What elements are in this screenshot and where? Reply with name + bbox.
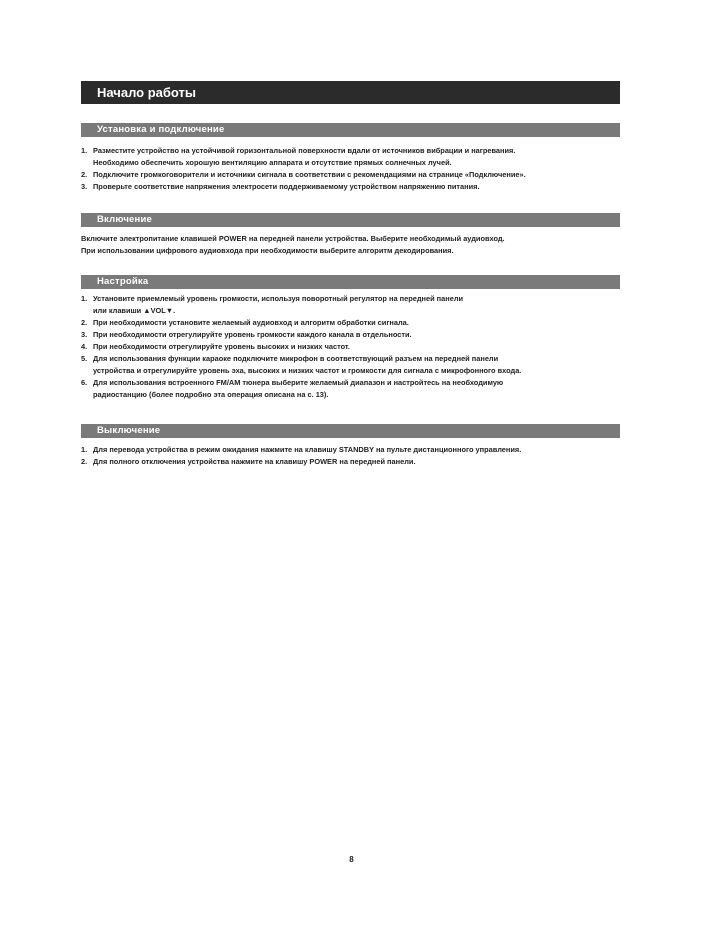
adjust-list bbox=[81, 293, 626, 401]
item-text: Подключите громкоговорители и источники сигнала в соответствии с рекомендациями на странице «Подключение». bbox=[93, 170, 526, 179]
item-number: 1. bbox=[81, 294, 88, 303]
item-number: 3. bbox=[81, 330, 88, 339]
setup-list bbox=[81, 145, 626, 193]
list-item bbox=[81, 329, 626, 341]
list-item bbox=[81, 293, 626, 317]
list-item bbox=[81, 377, 626, 401]
item-number: 2. bbox=[81, 170, 88, 179]
item-text: При необходимости отрегулируйте уровень высоких и низких частот. bbox=[93, 342, 350, 351]
section-heading-adjust: Настройка bbox=[81, 275, 620, 289]
item-text: Проверьте соответствие напряжения электросети поддерживаемому устройством напряжению питания. bbox=[93, 182, 480, 191]
list-item bbox=[81, 145, 626, 169]
item-number: 6. bbox=[81, 378, 88, 387]
item-text-continued: Необходимо обеспечить хорошую вентиляцию аппарата и отсутствие прямых солнечных лучей. bbox=[93, 158, 452, 167]
item-text-continued: устройства и отрегулируйте уровень эха, высоких и низких частот и громкости для сигнала с микрофонного входа. bbox=[93, 366, 522, 375]
item-text-continued: или клавиши ▲VOL▼. bbox=[93, 306, 176, 315]
list-item bbox=[81, 456, 626, 468]
item-number: 3. bbox=[81, 182, 88, 191]
paragraph-line: При использовании цифрового аудиовхода при необходимости выберите алгоритм декодирования. bbox=[81, 246, 454, 255]
item-text-continued: радиостанцию (более подробно эта операция описана на с. 13). bbox=[93, 390, 329, 399]
power-on-text bbox=[81, 233, 626, 257]
item-text: При необходимости установите желаемый аудиовход и алгоритм обработки сигнала. bbox=[93, 318, 409, 327]
item-text: Для использования функции караоке подключите микрофон в соответствующий разъем на передней панели bbox=[93, 354, 499, 363]
list-item bbox=[81, 181, 626, 193]
page-number: 8 bbox=[349, 855, 354, 864]
item-number: 5. bbox=[81, 354, 88, 363]
section-heading-power-off: Выключение bbox=[81, 424, 620, 438]
list-item bbox=[81, 317, 626, 329]
list-item bbox=[81, 341, 626, 353]
section-heading-power-on: Включение bbox=[81, 213, 620, 227]
item-text: Установите приемлемый уровень громкости, используя поворотный регулятор на передней панели bbox=[93, 294, 464, 303]
item-number: 4. bbox=[81, 342, 88, 351]
item-text: Для полного отключения устройства нажмите на клавишу POWER на передней панели. bbox=[93, 457, 416, 466]
page-title: Начало работы bbox=[81, 81, 620, 104]
section-heading-setup: Установка и подключение bbox=[81, 123, 620, 137]
list-item bbox=[81, 169, 626, 181]
item-number: 1. bbox=[81, 146, 88, 155]
item-text: Для использования встроенного FM/AM тюнера выберите желаемый диапазон и настройтесь на необходимую bbox=[93, 378, 504, 387]
item-text: Для перевода устройства в режим ожидания нажмите на клавишу STANDBY на пульте дистанционного управления. bbox=[93, 445, 522, 454]
power-off-list bbox=[81, 444, 626, 468]
item-text: При необходимости отрегулируйте уровень громкости каждого канала в отдельности. bbox=[93, 330, 412, 339]
list-item bbox=[81, 353, 626, 377]
item-number: 2. bbox=[81, 318, 88, 327]
paragraph-line: Включите электропитание клавишей POWER на передней панели устройства. Выберите необходимый аудиовход. bbox=[81, 234, 505, 243]
item-text: Разместите устройство на устойчивой горизонтальной поверхности вдали от источников вибрации и нагревания. bbox=[93, 146, 516, 155]
item-number: 2. bbox=[81, 457, 88, 466]
list-item bbox=[81, 444, 626, 456]
item-number: 1. bbox=[81, 445, 88, 454]
